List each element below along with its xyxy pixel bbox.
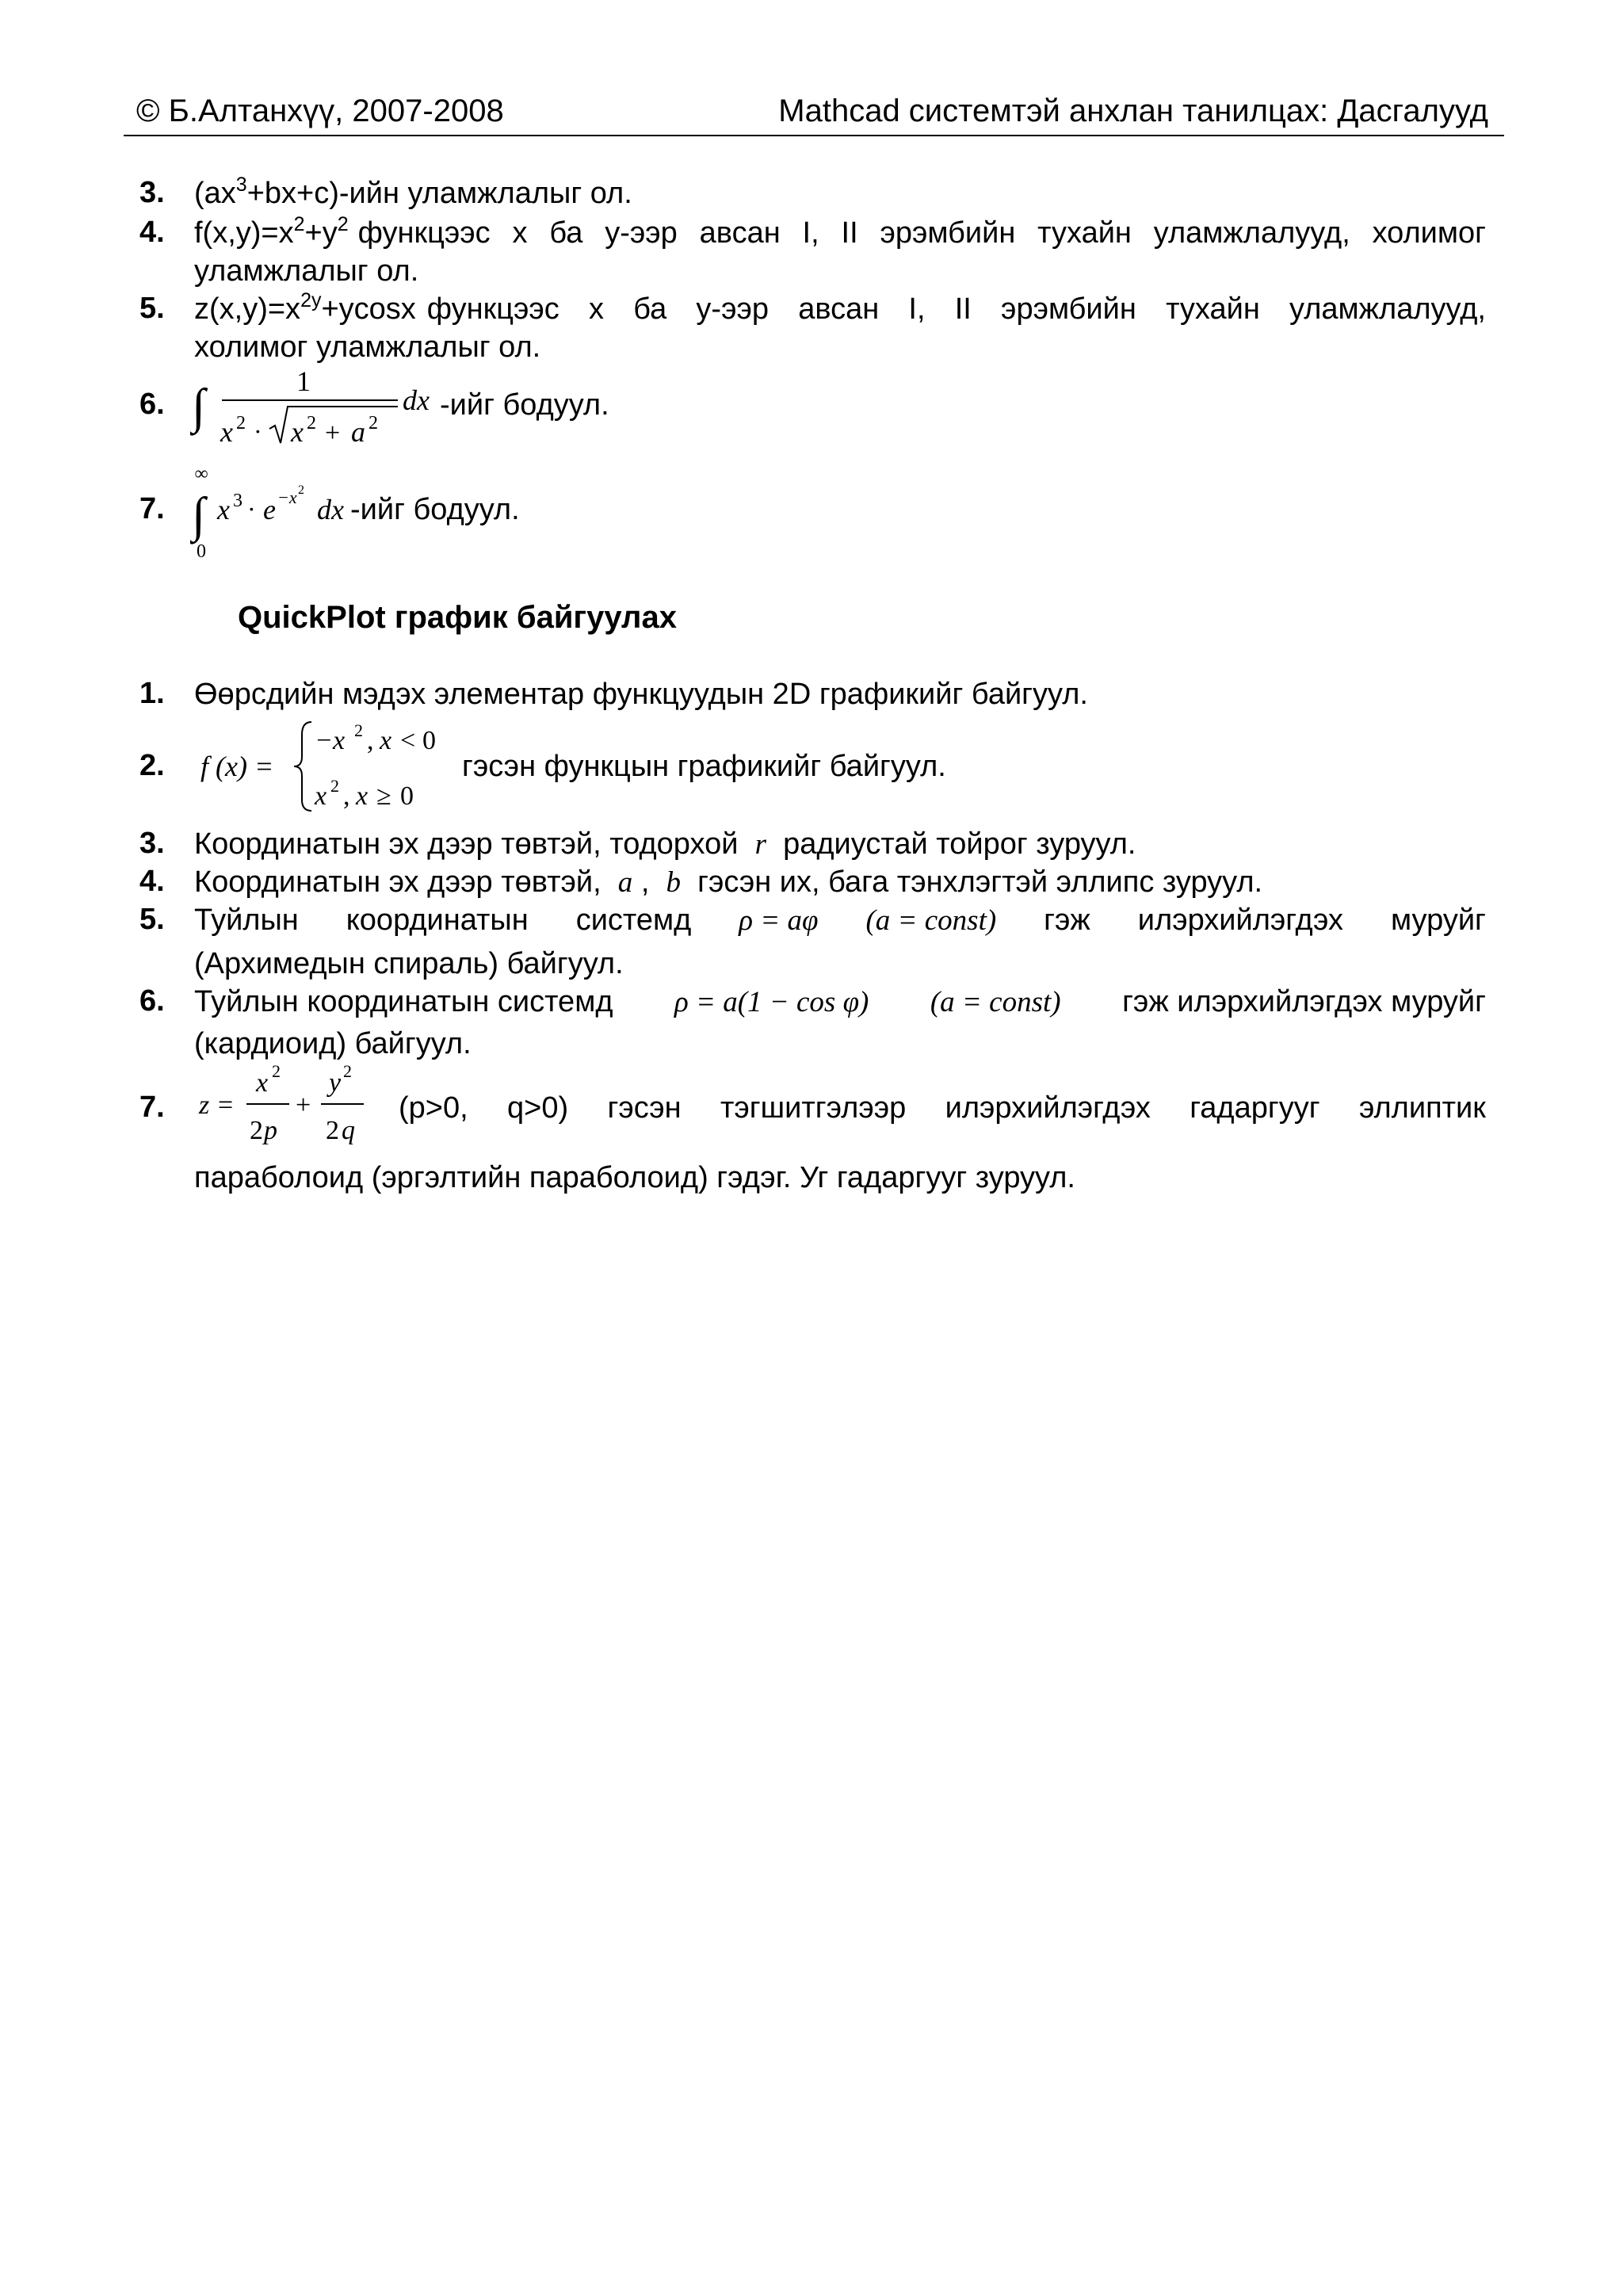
- svg-text:2: 2: [369, 413, 378, 434]
- svg-text:0: 0: [400, 781, 414, 811]
- exercise-4-line2: уламжлалыг ол.: [194, 254, 419, 288]
- svg-text:z: z: [199, 1091, 210, 1120]
- svg-text:=: =: [218, 1091, 234, 1120]
- quickplot-7-line2: параболоид (эргэлтийн параболоид) гэдэг. Уг гадаргууг зуруул.: [194, 1161, 1075, 1194]
- svg-text:2: 2: [343, 1061, 352, 1081]
- exercise-3-text: $(ax^3+bx+c)$-ийн уламжлалыг ол.: [194, 174, 632, 210]
- quickplot-3-text: Координатын эх дээр төвтэй, тодорхой r радиустай тойрог зуруул.: [194, 827, 1136, 861]
- svg-text:e: e: [263, 494, 276, 525]
- svg-text:0: 0: [422, 726, 436, 755]
- item-number: 7.: [139, 1091, 165, 1124]
- item-number: 3.: [139, 827, 165, 860]
- exercise-7-suffix: -ийг бодуул.: [350, 493, 520, 526]
- svg-text:−x: −x: [277, 487, 297, 507]
- svg-text:y: y: [329, 1068, 342, 1098]
- item-number: 3.: [139, 176, 165, 209]
- svg-text:∞: ∞: [194, 464, 208, 484]
- item-number: 5.: [139, 292, 165, 325]
- svg-text:2: 2: [236, 413, 246, 434]
- svg-text:p: p: [264, 1116, 277, 1145]
- quickplot-5-line1: Туйлын координатын системд ρ = aφ (a = const) гэж илэрхийлэгдэх муруйг: [194, 904, 1486, 937]
- svg-text:3: 3: [233, 491, 242, 511]
- svg-text:,: ,: [367, 726, 374, 755]
- header-copyright: © Б.Алтанхүү, 2007-2008: [136, 94, 504, 128]
- svg-text:1: 1: [296, 365, 311, 397]
- item-number: 7.: [139, 492, 165, 525]
- svg-text:2: 2: [250, 1116, 263, 1145]
- svg-text:·: ·: [247, 495, 256, 523]
- exercise-5-line1: $z(x,y)=x^{2y}+ycosx$ функцээс х ба у-ээр авсан I, II эрэмбийн тухайн уламжлалууд,: [194, 289, 1486, 326]
- svg-text:0: 0: [197, 541, 206, 562]
- svg-text:x: x: [220, 416, 233, 448]
- svg-text:x: x: [217, 494, 230, 525]
- integral-formula-1: [190, 361, 444, 460]
- svg-text:∫: ∫: [192, 380, 205, 434]
- svg-text:−x: −x: [315, 726, 346, 755]
- svg-text:2: 2: [307, 413, 316, 434]
- svg-text:x: x: [356, 781, 369, 811]
- paraboloid-formula: [194, 1058, 384, 1153]
- piecewise-function: [194, 716, 464, 819]
- svg-text:<: <: [400, 726, 416, 755]
- svg-text:x: x: [256, 1068, 269, 1098]
- exercise-6-suffix: -ийг бодуул.: [440, 388, 609, 422]
- svg-text:+: +: [325, 418, 341, 448]
- svg-text:x: x: [315, 781, 327, 811]
- item-number: 4.: [139, 865, 165, 898]
- svg-text:2: 2: [326, 1116, 339, 1145]
- svg-text:dx: dx: [317, 494, 344, 525]
- quickplot-7-line1: (p>0, q>0) гэсэн тэгшитгэлээр илэрхийлэгдэх гадаргууг эллиптик: [399, 1091, 1486, 1125]
- integral-formula-2: [190, 464, 365, 563]
- svg-text:,: ,: [343, 781, 350, 811]
- svg-text:2: 2: [298, 483, 304, 497]
- svg-text:x: x: [291, 416, 304, 448]
- svg-text:x: x: [380, 726, 392, 755]
- quickplot-5-line2: (Архимедын спираль) байгуул.: [194, 947, 624, 980]
- svg-text:2: 2: [354, 720, 363, 740]
- svg-text:≥: ≥: [376, 781, 391, 811]
- svg-text:f (x) =: f (x) =: [200, 751, 274, 782]
- quickplot-1-text: Өөрсдийн мэдэх элементар функцуудын 2D графикийг байгуул.: [194, 678, 1088, 711]
- header-rule: [124, 135, 1504, 136]
- item-number: 6.: [139, 388, 165, 421]
- item-number: 5.: [139, 903, 165, 936]
- item-number: 4.: [139, 216, 165, 249]
- item-number: 1.: [139, 677, 165, 710]
- quickplot-6-line1: Туйлын координатын системд ρ = a(1 − cos φ) (a = const) гэж илэрхийлэгдэх муруйг: [194, 985, 1486, 1018]
- svg-text:∫: ∫: [192, 488, 205, 542]
- svg-text:a: a: [351, 416, 365, 448]
- section-title: QuickPlot график байгуулах: [238, 600, 677, 635]
- exercise-5-line2: холимог уламжлалыг ол.: [194, 330, 541, 364]
- svg-text:q: q: [342, 1116, 355, 1145]
- quickplot-6-line2: (кардиоид) байгуул.: [194, 1027, 472, 1060]
- svg-text:·: ·: [254, 417, 262, 445]
- svg-text:dx: dx: [403, 384, 430, 416]
- svg-text:+: +: [296, 1091, 311, 1120]
- item-number: 6.: [139, 984, 165, 1018]
- svg-text:2: 2: [330, 776, 339, 796]
- svg-text:2: 2: [272, 1061, 281, 1081]
- quickplot-2-text: гэсэн функцын графикийг байгуул.: [462, 750, 946, 783]
- quickplot-4-text: Координатын эх дээр төвтэй, a , b гэсэн их, бага тэнхлэгтэй эллипс зуруул.: [194, 865, 1263, 899]
- exercise-4-line1: $f(x,y)=x^2+y^2$ функцээс х ба у-ээр авсан I, II эрэмбийн тухайн уламжлалууд, холимог: [194, 213, 1486, 250]
- header-title: Mathcad системтэй анхлан танилцах: Дасгалууд: [778, 94, 1488, 128]
- item-number: 2.: [139, 749, 165, 782]
